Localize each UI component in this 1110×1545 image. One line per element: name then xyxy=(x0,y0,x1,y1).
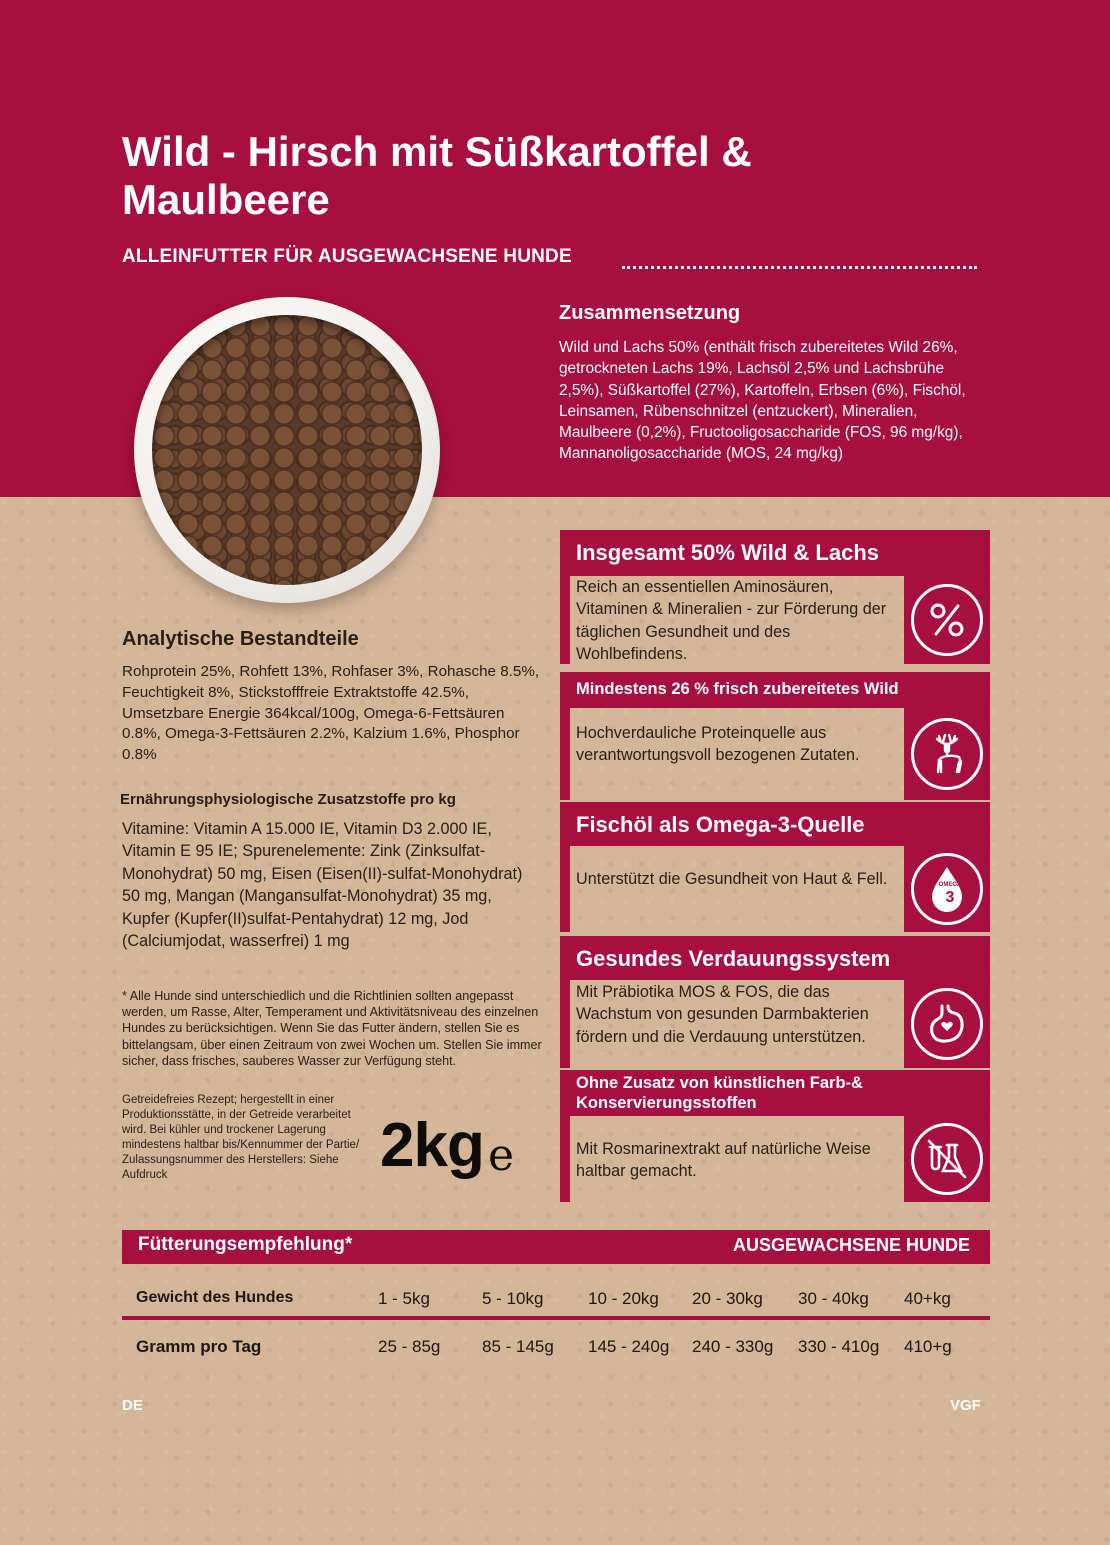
feeding-divider xyxy=(122,1316,990,1320)
omega-label: OMEGA xyxy=(938,882,962,888)
no-chemicals-icon xyxy=(911,1123,983,1195)
percent-icon xyxy=(911,584,983,656)
feature-2-title: Mindestens 26 % frisch zubereitetes Wild xyxy=(576,680,899,698)
product-title: Wild - Hirsch mit Süßkartoffel & Maulbeere xyxy=(122,128,752,223)
grams-cell: 85 - 145g xyxy=(482,1337,554,1356)
feeding-subtitle: AUSGEWACHSENE HUNDE xyxy=(732,1235,970,1255)
grams-cell: 240 - 330g xyxy=(692,1337,774,1356)
product-code: VGF xyxy=(950,1397,981,1414)
feature-4-text: Mit Präbiotika MOS & FOS, die das Wachstum von gesunden Darmbakterien fördern und die Verdauung unterstützen. xyxy=(576,983,869,1046)
feature-3-icon-box xyxy=(904,846,990,932)
net-weight: 2kg xyxy=(380,1111,484,1180)
feature-1-icon-box xyxy=(904,576,990,664)
weight-cell: 5 - 10kg xyxy=(482,1289,544,1308)
grams-cell: 25 - 85g xyxy=(378,1337,441,1356)
weight-cell: 1 - 5kg xyxy=(378,1289,430,1308)
feature-4-title: Gesundes Verdauungssystem xyxy=(576,946,891,971)
feature-3-text: Unterstützt die Gesundheit von Haut & Fell. xyxy=(576,870,888,888)
food-bowl-image xyxy=(134,297,440,603)
feature-3-title: Fischöl als Omega-3-Quelle xyxy=(576,812,865,837)
analytical-heading: Analytische Bestandteile xyxy=(122,628,359,650)
additives-heading: Ernährungsphysiologische Zusatzstoffe pro kg xyxy=(120,791,456,808)
estimated-mark: e xyxy=(488,1130,515,1181)
product-subtitle: ALLEINFUTTER FÜR AUSGEWACHSENE HUNDE xyxy=(122,246,572,267)
grams-cell: 145 - 240g xyxy=(588,1337,670,1356)
feature-1-title-bar xyxy=(560,530,990,576)
weight-row-label: Gewicht des Hundes xyxy=(136,1289,294,1306)
feature-2-icon-box xyxy=(904,708,990,800)
feature-5-icon-box xyxy=(904,1116,990,1202)
weight-cell: 10 - 20kg xyxy=(588,1289,659,1308)
feature-4-title-bar xyxy=(560,936,990,980)
stomach-heart-icon xyxy=(911,988,983,1060)
weight-cell: 40+kg xyxy=(904,1289,951,1308)
weight-cell: 20 - 30kg xyxy=(692,1289,763,1308)
omega-3-drop-icon xyxy=(911,853,983,925)
feature-2-text: Hochverdauliche Proteinquelle aus verantwortungsvoll bezogenen Zutaten. xyxy=(576,724,860,765)
feature-3-title-bar xyxy=(560,802,990,846)
language-code: DE xyxy=(122,1397,143,1414)
analytical-text: Rohprotein 25%, Rohfett 13%, Rohfaser 3%, Rohasche 8.5%, Feuchtigkeit 8%, Stickstofffreie Extraktstoffe 42.5%, Umsetzbare Energie 364kcal/100g, Omega-6-Fettsäuren 0.8%, Omega-3-Fettsäuren 2.2%, Kalzium 1.6%, Phosphor 0.8% xyxy=(122,663,540,764)
weight-row xyxy=(122,1289,990,1319)
deer-icon xyxy=(911,718,983,790)
grams-cell: 410+g xyxy=(904,1337,952,1356)
grain-free-note: Getreidefreies Rezept; hergestellt in einer Produktionsstätte, in der Getreide verarbeitet wird. Bei kühler und trockener Lagerung mindestens haltbar bis/Kennummer der Partie/ Zulassungsnummer des Herstellers: Siehe Aufdruck xyxy=(122,1094,360,1181)
feeding-title: Fütterungsempfehlung* xyxy=(138,1234,353,1255)
feature-2-title-bar xyxy=(560,672,990,708)
feeding-note: * Alle Hunde sind unterschiedlich und die Richtlinien sollten angepasst werden, um Rasse, Alter, Temperament und Aktivitätsniveau des einzelnen Hundes zu berücksichtigen. Wenn Sie das Futter ändern, stellen Sie es bittelangsam, über einen Zeitraum von zwei Wochen um. Stellen Sie immer sicher, dass frisches, sauberes Wasser zur Verfügung steht. xyxy=(122,989,542,1068)
kibble xyxy=(152,315,422,585)
composition-text: Wild und Lachs 50% (enthält frisch zubereitetes Wild 26%, getrockneten Lachs 19%, Lachsöl 2,5% und Lachsbrühe 2,5%), Süßkartoffel (27%), Kartoffeln, Erbsen (6%), Fischöl, Leinsamen, Rübenschnitzel (entzuckert), Mineralien, Maulbeere (0,2%), Fructooligosaccharide (FOS, 96 mg/kg), Mannanoligosaccharide (MOS, 24 mg/kg) xyxy=(559,339,966,463)
feature-5-title-bar xyxy=(560,1070,990,1116)
grams-row-label: Gramm pro Tag xyxy=(136,1337,262,1356)
grams-row xyxy=(122,1337,990,1367)
feature-1-text: Reich an essentiellen Aminosäuren, Vitaminen & Mineralien - zur Förderung der täglichen Gesundheit und des Wohlbefindens. xyxy=(576,578,887,663)
composition-heading: Zusammensetzung xyxy=(559,302,741,324)
dotted-divider xyxy=(622,266,977,269)
feature-1-title: Insgesamt 50% Wild & Lachs xyxy=(576,540,880,565)
feature-4-icon-box xyxy=(904,980,990,1068)
additives-text: Vitamine: Vitamin A 15.000 IE, Vitamin D3 2.000 IE, Vitamin E 95 IE; Spurenelemente: Zink (Zinksulfat-Monohydrat) 50 mg, Eisen (Eisen(II)-sulfat-Monohydrat) 50 mg, Mangan (Mangansulfat-Monohydrat) 35 mg, Kupfer (Kupfer(II)sulfat-Pentahydrat) 12 mg, Jod (Calciumjodat, wasserfrei) 1 mg xyxy=(122,820,523,951)
feature-5-title: Ohne Zusatz von künstlichen Farb-& Konservierungsstoffen xyxy=(576,1074,863,1112)
feature-5-text: Mit Rosmarinextrakt auf natürliche Weise haltbar gemacht. xyxy=(576,1140,871,1181)
omega-number: 3 xyxy=(945,889,955,906)
feeding-header-bar xyxy=(122,1230,990,1264)
grams-cell: 330 - 410g xyxy=(798,1337,880,1356)
weight-cell: 30 - 40kg xyxy=(798,1289,869,1308)
